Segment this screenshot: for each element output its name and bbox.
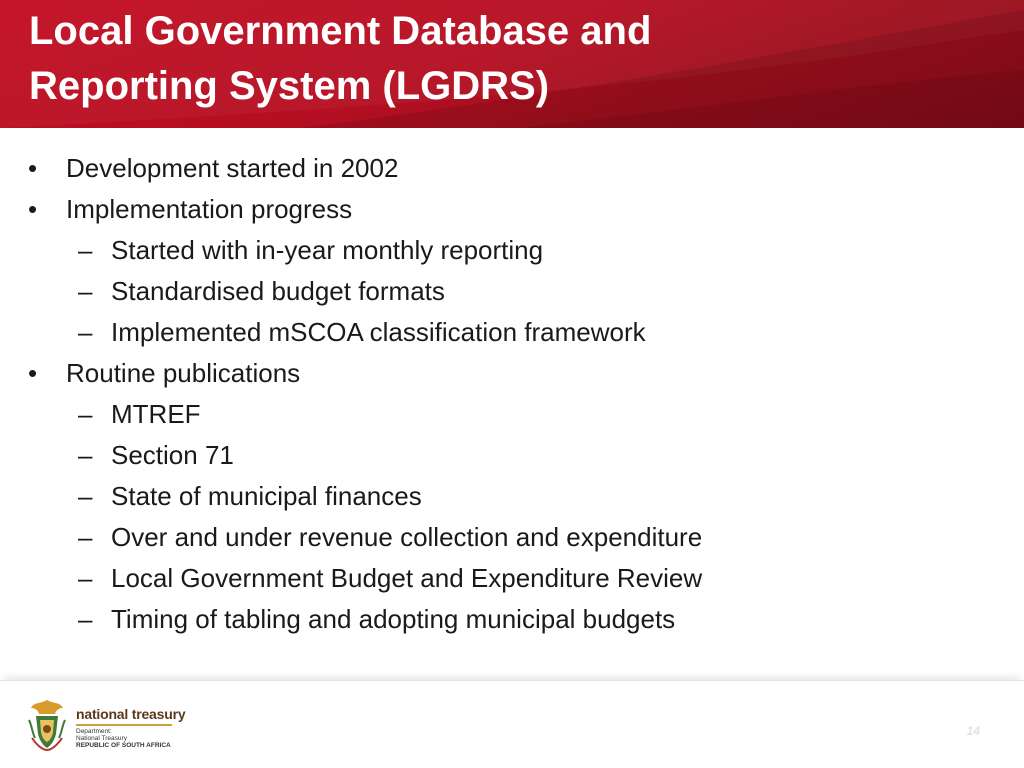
logo-department-name: National Treasury: [76, 735, 127, 742]
dash-marker: –: [78, 399, 93, 429]
bullet-marker: •: [28, 358, 38, 388]
sub-list-item-text: Over and under revenue collection and expenditure: [111, 522, 703, 552]
footer-divider: [0, 680, 1024, 681]
slide-footer: [0, 680, 1024, 768]
list-item-text: Development started in 2002: [66, 153, 399, 183]
dash-marker: –: [78, 235, 93, 265]
sub-list-item-text: Started with in-year monthly reporting: [111, 235, 544, 265]
logo-country: REPUBLIC OF SOUTH AFRICA: [76, 742, 171, 749]
bullet-marker: •: [28, 194, 38, 224]
dash-marker: –: [78, 317, 93, 347]
logo-wordmark: national treasury: [76, 706, 186, 722]
dash-marker: –: [78, 563, 93, 593]
page-number: 14: [966, 724, 980, 738]
bullet-marker: •: [28, 153, 38, 183]
coat-of-arms-icon: [26, 698, 68, 752]
sub-list-item-text: Section 71: [111, 440, 234, 470]
slide-title: [29, 4, 929, 114]
dash-marker: –: [78, 481, 93, 511]
sub-list-item-text: Timing of tabling and adopting municipal budgets: [111, 604, 676, 634]
slide-title-line-2: Reporting System (LGDRS): [29, 64, 550, 108]
dash-marker: –: [78, 440, 93, 470]
sub-list-item-text: Implemented mSCOA classification framework: [111, 317, 646, 347]
sub-list-item-text: Standardised budget formats: [111, 276, 445, 306]
dash-marker: –: [78, 276, 93, 306]
slide-title-line-1: Local Government Database and: [29, 9, 652, 53]
dash-marker: –: [78, 522, 93, 552]
logo-department: Department:: [76, 728, 112, 735]
sub-list-item-text: MTREF: [111, 399, 201, 429]
list-item-text: Implementation progress: [66, 194, 353, 224]
list-item-text: Routine publications: [66, 358, 301, 388]
sub-list-item-text: Local Government Budget and Expenditure Review: [111, 563, 703, 593]
sub-list-item-text: State of municipal finances: [111, 481, 422, 511]
logo-rule: [76, 724, 172, 726]
title-bar: [0, 0, 1024, 128]
dash-marker: –: [78, 604, 93, 634]
